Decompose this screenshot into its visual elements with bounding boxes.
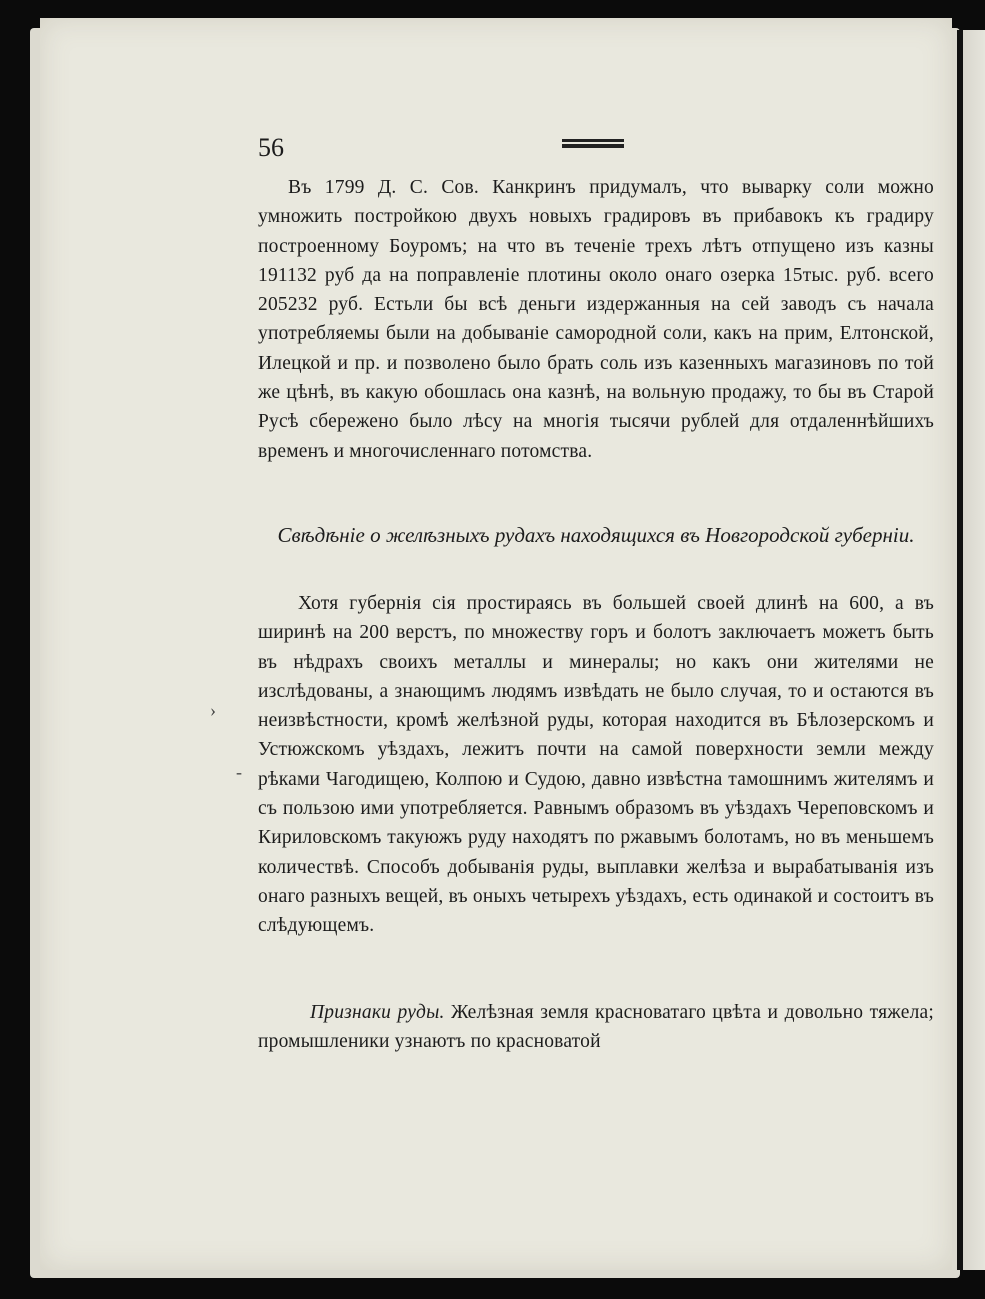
section-heading: Свѣдѣніе о желѣзныхъ рудахъ находящихся въ Новгородской губерніи. xyxy=(277,523,915,547)
paragraph-1: Въ 1799 Д. С. Сов. Канкринъ придумалъ, что выварку соли можно умножить постройкою двухъ новыхъ градировъ въ прибавокъ къ градиру построенному Боуромъ; на что въ теченіе трехъ лѣтъ отпущено изъ казны 191132 руб да на поправленіе плотины около онаго озерка 15тыс. руб. всего 205232 руб. Естьли бы всѣ деньги издержанныя на сей заводъ съ начала употребляемы были на добываніе самородной соли, какъ на прим, Елтонской, Илецкой и пр. и позволено было брать соль изъ казенныхъ магазиновъ по той же цѣнѣ, въ какую обошлась она казнѣ, на вольную продажу, то бы въ Старой Русѣ сбережено было лѣсу на многія тысячи рублей для отдаленнѣйшихъ временъ и многочисленнаго потомства. xyxy=(258,177,934,462)
margin-mark: › xyxy=(210,700,216,720)
paragraph-3-body: Желѣзная земля красноватаго цвѣта и довольно тяжела; промышленики узнаютъ по красноватой xyxy=(258,1002,934,1053)
next-page-edge xyxy=(957,30,985,1270)
paragraph-2: Хотя губернія сія простираясь въ большей своей длинѣ на 600, а въ ширинѣ на 200 верстъ, по множеству горъ и болотъ заключаетъ можетъ быть въ нѣдрахъ своихъ металлы и минералы; но какъ они жителями не изслѣдованы, а знающимъ людямъ извѣдать не было случая, то и остаются въ неизвѣстности, кромѣ желѣзной руды, которая находится въ Бѣлозерскомъ и Устюжскомъ уѣздахъ, лежитъ почти на самой поверхности земли между рѣками Чагодищею, Колпою и Судою, давно извѣстна тамошнимъ жителямъ и съ пользою ими употребляется. Равнымъ образомъ въ уѣздахъ Череповскомъ и Кириловскомъ такуюжъ руду находятъ по ржавымъ болотамъ, но въ меньшемъ количествѣ. Способъ добыванія руды, выплавки желѣза и вырабатыванія изъ онаго разныхъ вещей, въ оныхъ четырехъ уѣздахъ, есть одинакой и состоитъ въ слѣдующемъ. xyxy=(258,593,934,937)
page-number: 56 xyxy=(258,133,284,162)
header-rule xyxy=(562,139,624,146)
paragraph-3 xyxy=(258,998,934,1057)
margin-dash: - xyxy=(236,762,242,782)
paragraph-3-lead: Признаки руды. xyxy=(310,1002,445,1023)
